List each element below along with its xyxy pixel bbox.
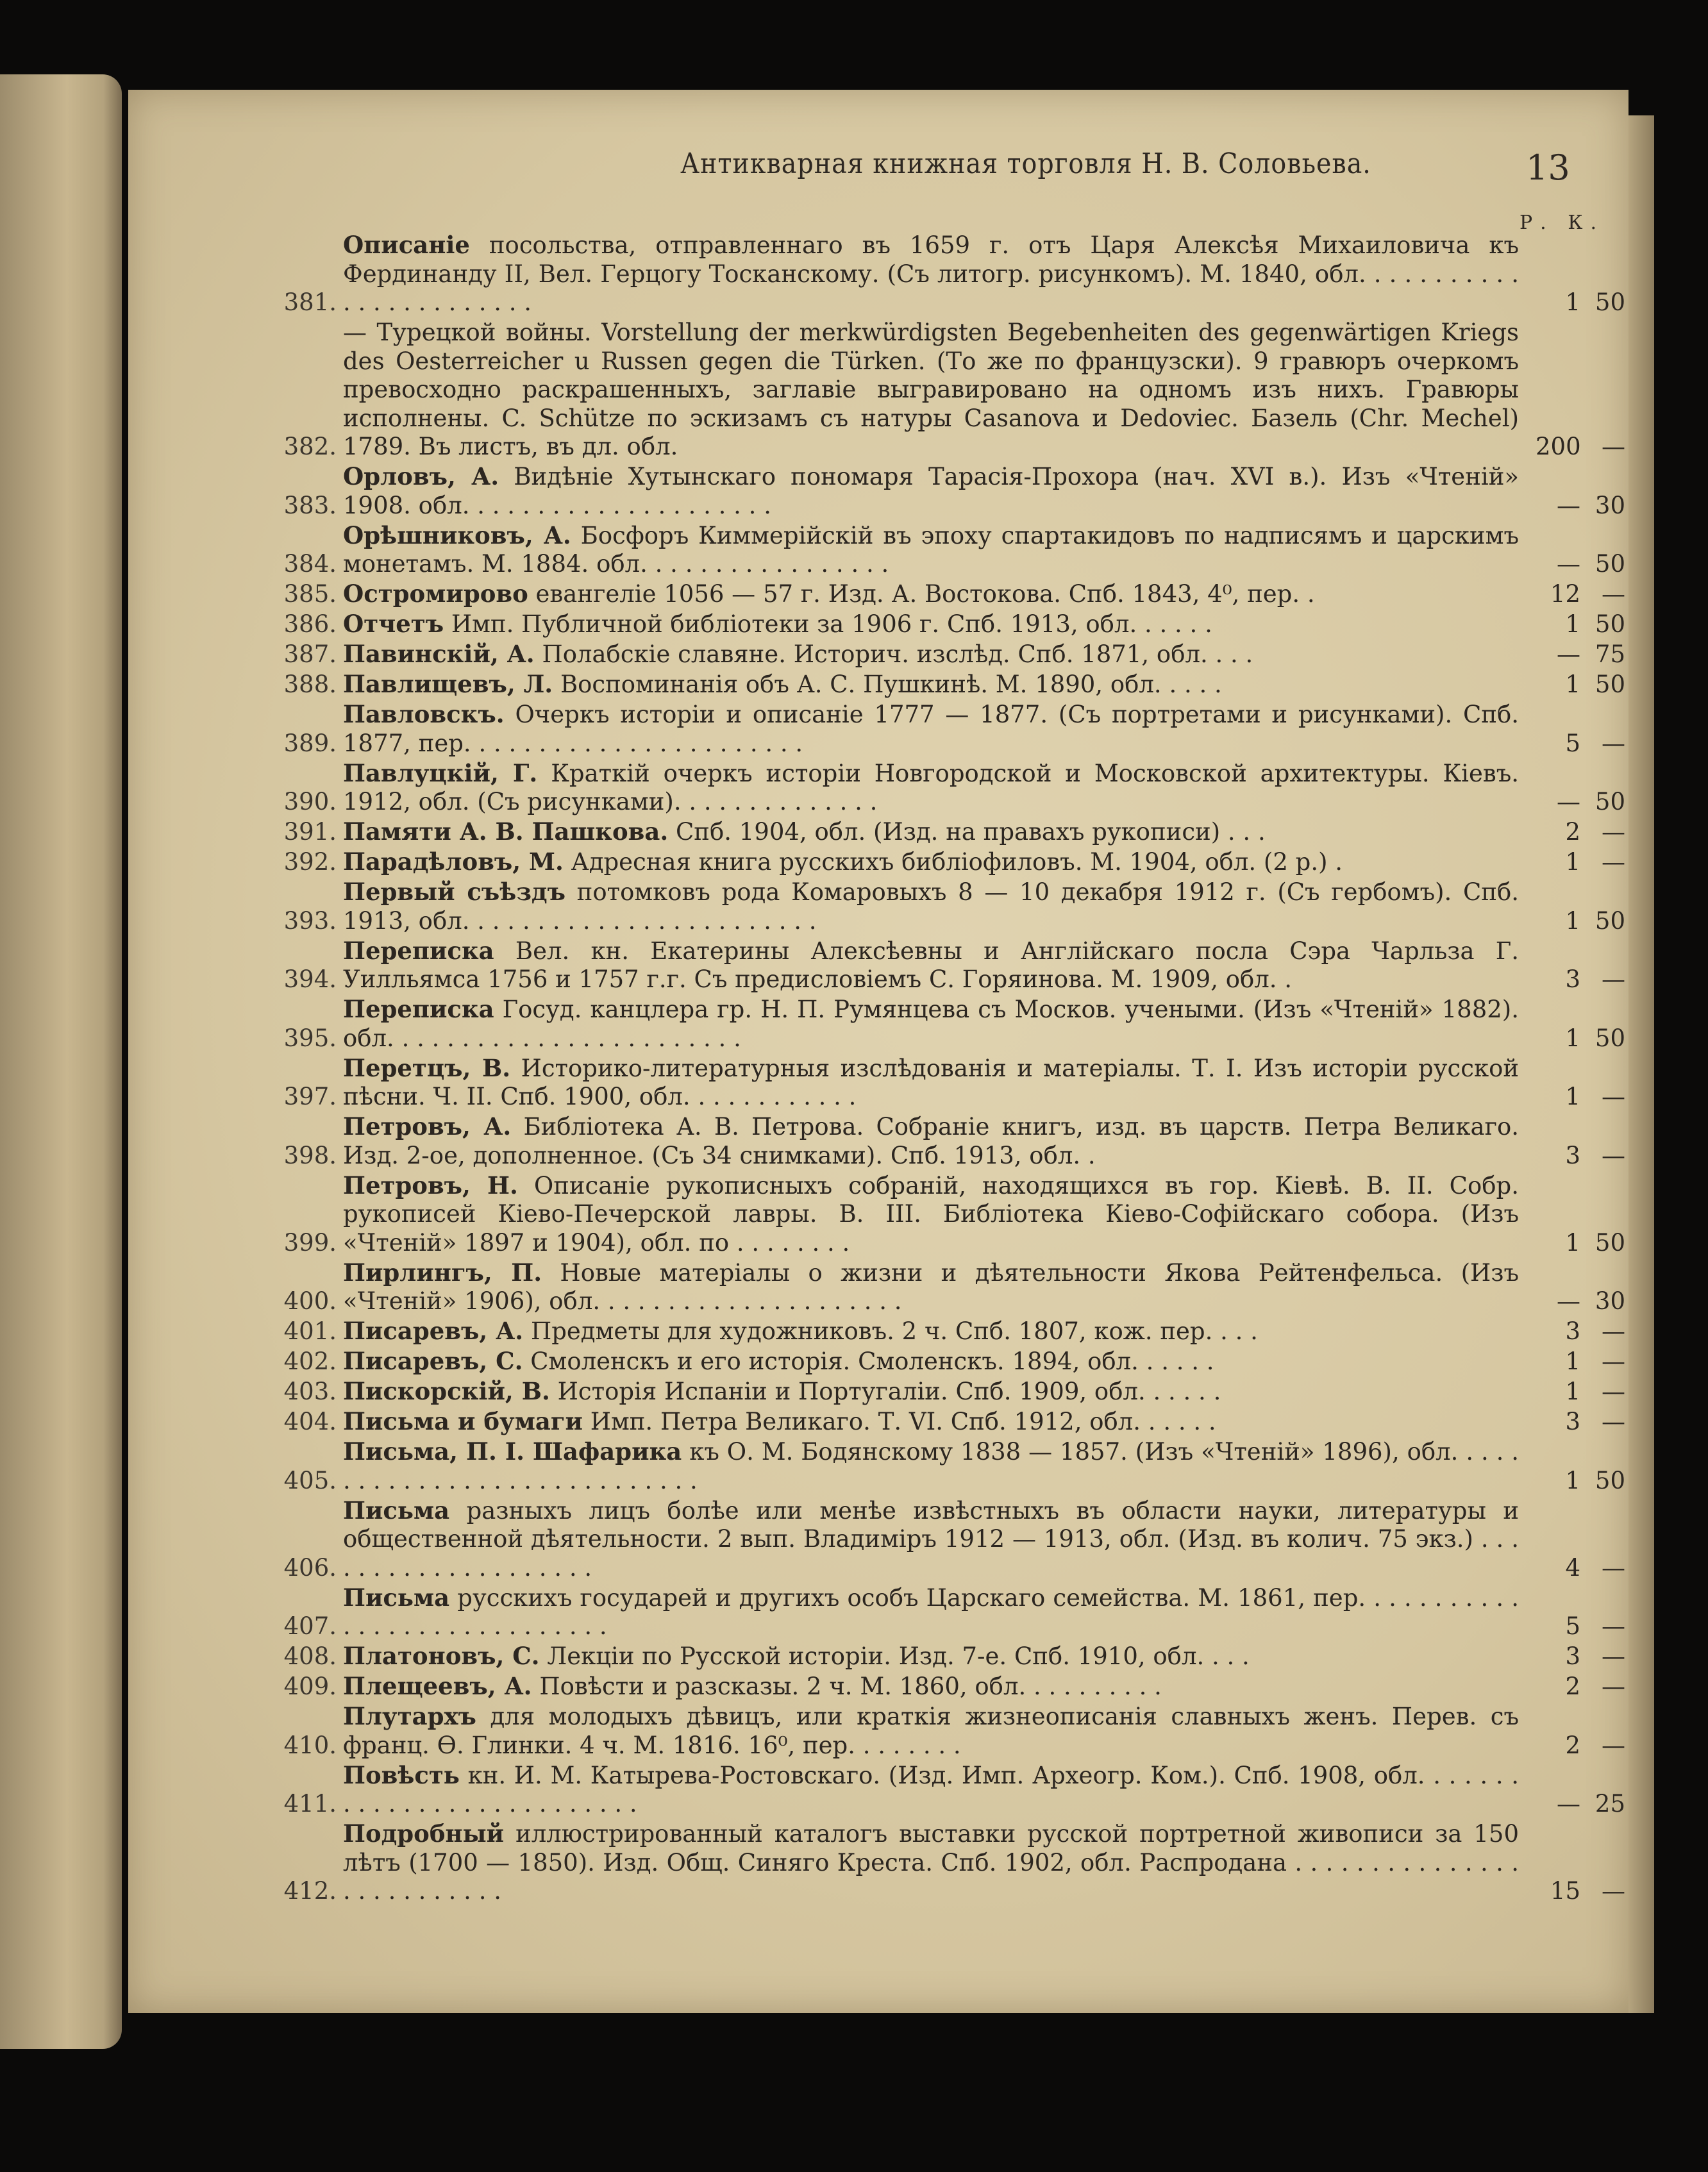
catalog-entry — [266, 231, 1625, 317]
catalog-entry — [266, 1583, 1625, 1641]
entry-number: 406. — [283, 1553, 337, 1582]
catalog-entry — [266, 1437, 1625, 1495]
entry-description — [343, 759, 1532, 817]
entry-author: Платоновъ, С. — [343, 1642, 540, 1670]
catalog-entry — [266, 1761, 1625, 1819]
price-kopecks: 50 — [1595, 1228, 1625, 1257]
entry-price — [1532, 1317, 1625, 1346]
price-kopecks: — — [1602, 1348, 1625, 1375]
entry-number: 384. — [283, 550, 337, 578]
entry-text: разныхъ лицъ болѣе или менѣе извѣстныхъ въ области науки, литературы и общественной дѣятельности. 2 вып. Владиміръ 1912 — 1913, обл. (Изд. въ колич. 75 экз.) . . . . . . . . . . . . . . . . . . . . — [343, 1496, 1520, 1582]
entry-number: 410. — [283, 1731, 337, 1759]
entry-price — [1532, 610, 1625, 639]
entry-author: Повѣсть — [343, 1760, 460, 1789]
entry-author: Писаревъ, С. — [343, 1347, 523, 1375]
entry-description — [343, 995, 1532, 1053]
entry-description — [343, 1819, 1532, 1906]
price-rubles: 4 — [1565, 1553, 1580, 1582]
entry-author: Пискорскій, В. — [343, 1377, 550, 1405]
entry-text: Историко-литературныя изслѣдованія и матеріалы. Т. I. Изъ исторіи русской пѣсни. Ч. II. Спб. 1900, обл. . . . . . . . . . . . — [343, 1054, 1520, 1110]
entry-text: Имп. Публичной библіотеки за 1906 г. Спб. 1913, обл. . . . . . — [451, 610, 1212, 638]
entry-price — [1532, 1024, 1625, 1053]
entry-description — [343, 1702, 1532, 1760]
price-kopecks: 75 — [1595, 640, 1625, 668]
running-head: Антикварная книжная торговля Н. В. Соловьева. — [680, 147, 1371, 180]
page-number: 13 — [1526, 147, 1570, 188]
page-block-edge — [1628, 115, 1654, 2013]
entry-price — [1532, 1083, 1625, 1112]
entry-number: 411. — [283, 1790, 337, 1817]
entry-text: русскихъ государей и другихъ особъ Царскаго семейства. М. 1861, пер. . . . . . . . . . . . . . . . . . . . . . . . . . . . . — [343, 1583, 1520, 1640]
currency-column-header: Р. К. — [1520, 212, 1605, 234]
entry-description — [343, 1112, 1532, 1170]
entry-author: Перетцъ, В. — [343, 1053, 511, 1082]
entry-number: 381. — [283, 288, 337, 316]
catalog-page — [128, 90, 1628, 2013]
entry-price — [1532, 1229, 1625, 1258]
price-kopecks: — — [1602, 1317, 1625, 1345]
entry-author: Письма и бумаги — [343, 1407, 583, 1435]
catalog-entry — [266, 1702, 1625, 1760]
catalog-entry — [266, 1496, 1625, 1583]
price-kopecks: — — [1602, 1673, 1625, 1700]
entry-price — [1532, 1790, 1625, 1819]
entry-text: потомковъ рода Комаровыхъ 8 — 10 декабря 1912 г. (Съ гербомъ). Спб. 1913, обл. . . . . . . . . . . . . . . . . . . . . . . . — [343, 878, 1520, 935]
entry-description — [343, 700, 1532, 758]
entry-description — [343, 1672, 1532, 1701]
entry-price — [1532, 818, 1625, 847]
entry-text: — Турецкой войны. Vorstellung der merkwürdigsten Begebenheiten des gegenwärtigen Kriegs des Oesterreicher u Russen gegen die Türken. (То же по французски). 9 гравюръ очеркомъ превосходно раскрашенныхъ, заглавіе выгравировано на одномъ изъ нихъ. Гравюры исполнены. C. Schütze по эскизамъ съ натуры Casanova и Dedoviec. Базель (Chr. Mechel) 1789. Въ листъ, въ дл. обл. — [343, 319, 1519, 460]
price-kopecks: 50 — [1595, 906, 1625, 935]
entry-price — [1532, 1467, 1625, 1496]
price-rubles: 1 — [1565, 848, 1580, 876]
entry-price — [1532, 730, 1625, 758]
entry-description — [343, 610, 1532, 639]
price-rubles: 12 — [1550, 580, 1580, 608]
entry-description — [343, 1437, 1532, 1495]
catalog-entry — [266, 462, 1625, 520]
catalog-entry — [266, 670, 1625, 699]
price-kopecks: — — [1602, 1553, 1625, 1582]
catalog-entry — [266, 1377, 1625, 1407]
price-kopecks: — — [1602, 1612, 1625, 1640]
entry-description — [343, 231, 1532, 317]
entry-author: Павлищевъ, Л. — [343, 670, 553, 698]
price-rubles: — — [1557, 1790, 1580, 1817]
entry-number: 388. — [283, 671, 337, 698]
entry-author: Переписка — [343, 936, 494, 965]
price-rubles: 3 — [1565, 1141, 1580, 1169]
entry-price — [1532, 492, 1625, 521]
price-kopecks: 50 — [1595, 288, 1625, 316]
entry-number: 399. — [283, 1228, 337, 1257]
entry-description — [343, 1761, 1532, 1819]
entry-price — [1532, 1142, 1625, 1171]
entry-author: Петровъ, А. — [343, 1112, 512, 1140]
entry-author: Письма — [343, 1583, 450, 1612]
entry-text: евангеліе 1056 — 57 г. Изд. А. Востокова. Спб. 1843, 4⁰, пер. . — [535, 580, 1315, 608]
catalog-entry — [266, 580, 1625, 609]
entry-description — [343, 1583, 1532, 1641]
price-kopecks: — — [1602, 848, 1625, 876]
entry-description — [343, 817, 1532, 847]
entry-text: Краткій очеркъ исторіи Новгородской и Московской архитектуры. Кіевъ. 1912, обл. (Съ рисунками). . . . . . . . . . . . . . — [343, 759, 1520, 815]
entry-number: 408. — [283, 1642, 337, 1670]
price-rubles: 2 — [1565, 818, 1580, 846]
price-kopecks: — — [1602, 1642, 1625, 1670]
price-rubles: 15 — [1550, 1877, 1580, 1905]
entry-text: Очеркъ исторіи и описаніе 1777 — 1877. (Съ портретами и рисунками). Спб. 1877, пер. . . . . . . . . . . . . . . . . . . . . . . — [343, 701, 1520, 757]
entry-description — [343, 1258, 1532, 1316]
entry-number: 409. — [283, 1673, 337, 1700]
entry-text: для молодыхъ дѣвицъ, или краткія жизнеописанія славныхъ женъ. Перев. съ франц. Ѳ. Глинки. 4 ч. М. 1816. 16⁰, пер. . . . . . . . — [343, 1703, 1520, 1759]
entry-author: Памяти А. В. Пашкова. — [343, 817, 669, 846]
entry-description — [343, 318, 1532, 462]
price-rubles: 1 — [1565, 1378, 1580, 1405]
catalog-entry — [266, 1347, 1625, 1376]
entry-description — [343, 1054, 1532, 1112]
price-kopecks: — — [1602, 1378, 1625, 1405]
entry-author: Писаревъ, А. — [343, 1317, 524, 1345]
entry-author: Письма — [343, 1496, 450, 1525]
entry-number: 386. — [283, 610, 337, 638]
price-rubles: 3 — [1565, 965, 1580, 993]
entry-price — [1532, 1378, 1625, 1407]
entry-author: Петровъ, Н. — [343, 1171, 518, 1199]
entry-text: къ О. М. Бодянскому 1838 — 1857. (Изъ «Чтеній» 1896), обл. . . . . . . . . . . . . . . . . . . . . . . . . . . . . — [343, 1438, 1520, 1494]
catalog-entry — [266, 700, 1625, 758]
entry-text: Новые матеріалы о жизни и дѣятельности Якова Рейтенфельса. (Изъ «Чтеній» 1906), обл. . . . . . . . . . . . . . . . . . . . . — [343, 1258, 1519, 1315]
entry-price — [1532, 671, 1625, 699]
entry-author: Орловъ, А. — [343, 462, 499, 490]
entry-number: 393. — [283, 906, 337, 935]
price-kopecks: — — [1602, 965, 1625, 993]
entry-price — [1532, 1877, 1625, 1906]
price-rubles: 1 — [1565, 288, 1580, 316]
price-rubles: — — [1557, 640, 1580, 668]
price-rubles: 1 — [1565, 1083, 1580, 1110]
entry-author: Письма, П. I. Шафарика — [343, 1437, 682, 1466]
entry-description — [343, 640, 1532, 669]
price-rubles: 1 — [1565, 1024, 1580, 1052]
catalog-entry — [266, 995, 1625, 1053]
price-rubles: — — [1557, 788, 1580, 815]
price-rubles: 2 — [1565, 1731, 1580, 1759]
price-rubles: 2 — [1565, 1673, 1580, 1700]
price-kopecks: — — [1602, 1408, 1625, 1435]
price-rubles: 3 — [1565, 1317, 1580, 1345]
entry-text: посольства, отправленнаго въ 1659 г. отъ Царя Алексѣя Михаиловича къ Фердинанду II, Вел. Герцогу Тосканскому. (Съ литогр. рисункомъ). М. 1840, обл. . . . . . . . . . . . . . . . . . . . . . . . — [343, 231, 1520, 316]
entry-price — [1532, 580, 1625, 609]
catalog-entry — [266, 640, 1625, 669]
entry-number: 391. — [283, 818, 337, 846]
price-kopecks: 30 — [1595, 491, 1625, 519]
entry-price — [1532, 965, 1625, 994]
entry-author: Описаніе — [343, 231, 470, 259]
entry-author: Переписка — [343, 995, 494, 1023]
price-kopecks: — — [1602, 1083, 1625, 1110]
entry-number: 383. — [283, 491, 337, 519]
entry-number: 397. — [283, 1083, 337, 1110]
entry-number: 382. — [283, 433, 337, 460]
catalog-entry — [266, 521, 1625, 579]
entry-price — [1532, 1673, 1625, 1701]
entry-text: Смоленскъ и его исторія. Смоленскъ. 1894, обл. . . . . . — [530, 1348, 1214, 1375]
price-kopecks: — — [1602, 1877, 1625, 1905]
catalog-entry — [266, 610, 1625, 639]
entry-description — [343, 1407, 1532, 1437]
entry-number: 387. — [283, 640, 337, 668]
price-rubles: 1 — [1565, 1228, 1580, 1257]
catalog-entry — [266, 759, 1625, 817]
catalog-entry — [266, 817, 1625, 847]
entry-author: Остромирово — [343, 580, 528, 608]
catalog-entry — [266, 1672, 1625, 1701]
catalog-entry — [266, 318, 1625, 462]
price-kopecks: — — [1602, 1141, 1625, 1169]
entry-text: кн. И. М. Катырева-Ростовскаго. (Изд. Имп. Археогр. Ком.). Спб. 1908, обл. . . . . . . . . . . . . . . . . . . . . . . . . . . — [343, 1761, 1520, 1817]
entry-description — [343, 580, 1532, 609]
entry-author: Пирлингъ, П. — [343, 1258, 542, 1287]
entry-text: Видѣніе Хутынскаго пономаря Тарасія-Прохора (нач. XVI в.). Изъ «Чтеній» 1908. обл. . . . . . . . . . . . . . . . . . . . . — [343, 463, 1519, 519]
entry-number: 392. — [283, 848, 337, 876]
price-rubles: 1 — [1565, 671, 1580, 698]
price-kopecks: — — [1602, 818, 1625, 846]
entry-author: Подробный — [343, 1819, 505, 1848]
price-rubles: — — [1557, 550, 1580, 578]
entry-number: 398. — [283, 1141, 337, 1169]
price-kopecks: 50 — [1595, 1024, 1625, 1052]
catalog-entry — [266, 1317, 1625, 1346]
price-kopecks: — — [1602, 1731, 1625, 1759]
catalog-entries — [266, 231, 1625, 1907]
entry-author: Парадѣловъ, М. — [343, 848, 564, 876]
catalog-entry — [266, 878, 1625, 935]
entry-description — [343, 937, 1532, 994]
entry-description — [343, 670, 1532, 699]
entry-text: Исторія Испаніи и Португаліи. Спб. 1909, обл. . . . . . — [557, 1378, 1221, 1405]
price-kopecks: 25 — [1595, 1790, 1625, 1817]
entry-price — [1532, 848, 1625, 877]
entry-number: 402. — [283, 1348, 337, 1375]
entry-text: Лекціи по Русской исторіи. Изд. 7-е. Спб. 1910, обл. . . . — [547, 1642, 1250, 1670]
entry-text: Библіотека А. В. Петрова. Собраніе книгъ, изд. въ царств. Петра Великаго. Изд. 2-ое, дополненное. (Съ 34 снимками). Спб. 1913, обл. . — [343, 1113, 1519, 1169]
entry-price — [1532, 640, 1625, 669]
entry-number: 412. — [283, 1877, 337, 1905]
entry-price — [1532, 1642, 1625, 1671]
catalog-entry — [266, 1407, 1625, 1437]
entry-number: 404. — [283, 1408, 337, 1435]
entry-author: Павловскъ. — [343, 700, 505, 728]
entry-text: Повѣсти и разсказы. 2 ч. М. 1860, обл. . . . . . . . . . — [539, 1673, 1162, 1700]
price-rubles: 3 — [1565, 1408, 1580, 1435]
price-rubles: 1 — [1565, 610, 1580, 638]
entry-price — [1532, 550, 1625, 579]
entry-text: Имп. Петра Великаго. Т. VI. Спб. 1912, обл. . . . . . — [590, 1408, 1216, 1435]
entry-price — [1532, 1408, 1625, 1437]
entry-price — [1532, 1287, 1625, 1316]
entry-number: 403. — [283, 1378, 337, 1405]
price-kopecks: 50 — [1595, 1466, 1625, 1494]
entry-description — [343, 878, 1532, 935]
entry-number: 401. — [283, 1317, 337, 1345]
entry-description — [343, 1171, 1532, 1258]
entry-price — [1532, 433, 1625, 462]
entry-text: Госуд. канцлера гр. Н. П. Румянцева съ Москов. учеными. (Изъ «Чтеній» 1882). обл. . . . . . . . . . . . . . . . . . . . . . . . — [343, 996, 1519, 1052]
price-kopecks: — — [1602, 729, 1625, 757]
entry-text: Предметы для художниковъ. 2 ч. Спб. 1807, кож. пер. . . . — [530, 1317, 1258, 1345]
entry-number: 407. — [283, 1612, 337, 1640]
price-kopecks: 50 — [1595, 610, 1625, 638]
catalog-entry — [266, 1054, 1625, 1112]
entry-description — [343, 462, 1532, 520]
entry-number: 385. — [283, 580, 337, 608]
entry-author: Орѣшниковъ, А. — [343, 521, 571, 549]
entry-author: Павинскій, А. — [343, 640, 535, 668]
price-kopecks: 30 — [1595, 1287, 1625, 1315]
entry-author: Первый съѣздъ — [343, 878, 565, 906]
price-kopecks: 50 — [1595, 788, 1625, 815]
entry-description — [343, 1317, 1532, 1346]
entry-text: Босфоръ Киммерійскій въ эпоху спартакидовъ по надписямъ и царскимъ монетамъ. М. 1884. обл. . . . . . . . . . . . . . . . . — [343, 521, 1520, 578]
catalog-entry — [266, 848, 1625, 877]
price-kopecks: — — [1602, 433, 1625, 460]
entry-price — [1532, 788, 1625, 817]
price-kopecks: 50 — [1595, 550, 1625, 578]
price-rubles: 200 — [1536, 433, 1581, 460]
entry-number: 405. — [283, 1466, 337, 1494]
price-rubles: 1 — [1565, 1466, 1580, 1494]
entry-price — [1532, 1612, 1625, 1641]
catalog-entry — [266, 1171, 1625, 1258]
entry-author: Плещеевъ, А. — [343, 1672, 532, 1700]
entry-text: Описаніе рукописныхъ собраній, находящихся въ гор. Кіевѣ. В. II. Собр. рукописей Кіево-Печерской лавры. В. III. Библіотека Кіево-Софійскаго собора. (Изъ «Чтеній» 1897 и 1904), обл. по . . . . . . . . — [343, 1171, 1519, 1257]
entry-description — [343, 1642, 1532, 1671]
entry-number: 389. — [283, 729, 337, 757]
entry-description — [343, 848, 1532, 877]
entry-number: 395. — [283, 1024, 337, 1052]
price-rubles: 3 — [1565, 1642, 1580, 1670]
entry-description — [343, 1347, 1532, 1376]
entry-text: Вел. кн. Екатерины Алексѣевны и Англійскаго посла Сэра Чарльза Г. Уилльямса 1756 и 1757 г.г. Съ предисловіемъ С. Горяинова. М. 1909, обл. . — [343, 937, 1520, 993]
price-rubles: — — [1557, 1287, 1580, 1315]
entry-author: Плутархъ — [343, 1702, 476, 1730]
price-kopecks: 50 — [1595, 671, 1625, 698]
entry-author: Отчетъ — [343, 610, 444, 638]
price-rubles: 1 — [1565, 1348, 1580, 1375]
price-rubles: 5 — [1565, 729, 1580, 757]
entry-number: 394. — [283, 965, 337, 993]
catalog-entry — [266, 1112, 1625, 1170]
price-rubles: — — [1557, 491, 1580, 519]
facing-page-edge — [0, 74, 122, 2049]
entry-text: Полабскіе славяне. Историч. изслѣд. Спб. 1871, обл. . . . — [542, 640, 1253, 668]
entry-text: Адресная книга русскихъ библіофиловъ. М. 1904, обл. (2 р.) . — [571, 848, 1343, 876]
entry-number: 400. — [283, 1287, 337, 1315]
entry-author: Павлуцкій, Г. — [343, 758, 538, 787]
entry-price — [1532, 288, 1625, 317]
entry-description — [343, 1496, 1532, 1583]
entry-price — [1532, 1348, 1625, 1376]
entry-number: 390. — [283, 788, 337, 815]
price-rubles: 5 — [1565, 1612, 1580, 1640]
entry-text: Воспоминанія объ А. С. Пушкинѣ. М. 1890, обл. . . . . — [560, 671, 1222, 698]
entry-price — [1532, 1732, 1625, 1760]
catalog-entry — [266, 1258, 1625, 1316]
entry-description — [343, 521, 1532, 579]
entry-price — [1532, 1554, 1625, 1583]
entry-description — [343, 1377, 1532, 1407]
catalog-entry — [266, 1642, 1625, 1671]
price-rubles: 1 — [1565, 906, 1580, 935]
catalog-entry — [266, 1819, 1625, 1906]
catalog-entry — [266, 937, 1625, 994]
price-kopecks: — — [1602, 580, 1625, 608]
entry-text: Спб. 1904, обл. (Изд. на правахъ рукописи) . . . — [675, 818, 1266, 846]
entry-price — [1532, 907, 1625, 936]
entry-text: иллюстрированный каталогъ выставки русской портретной живописи за 150 лѣтъ (1700 — 1850). Изд. Общ. Синяго Креста. Спб. 1902, обл. Распродана . . . . . . . . . . . . . . . . . . . . . . . . . . — [343, 1820, 1519, 1905]
